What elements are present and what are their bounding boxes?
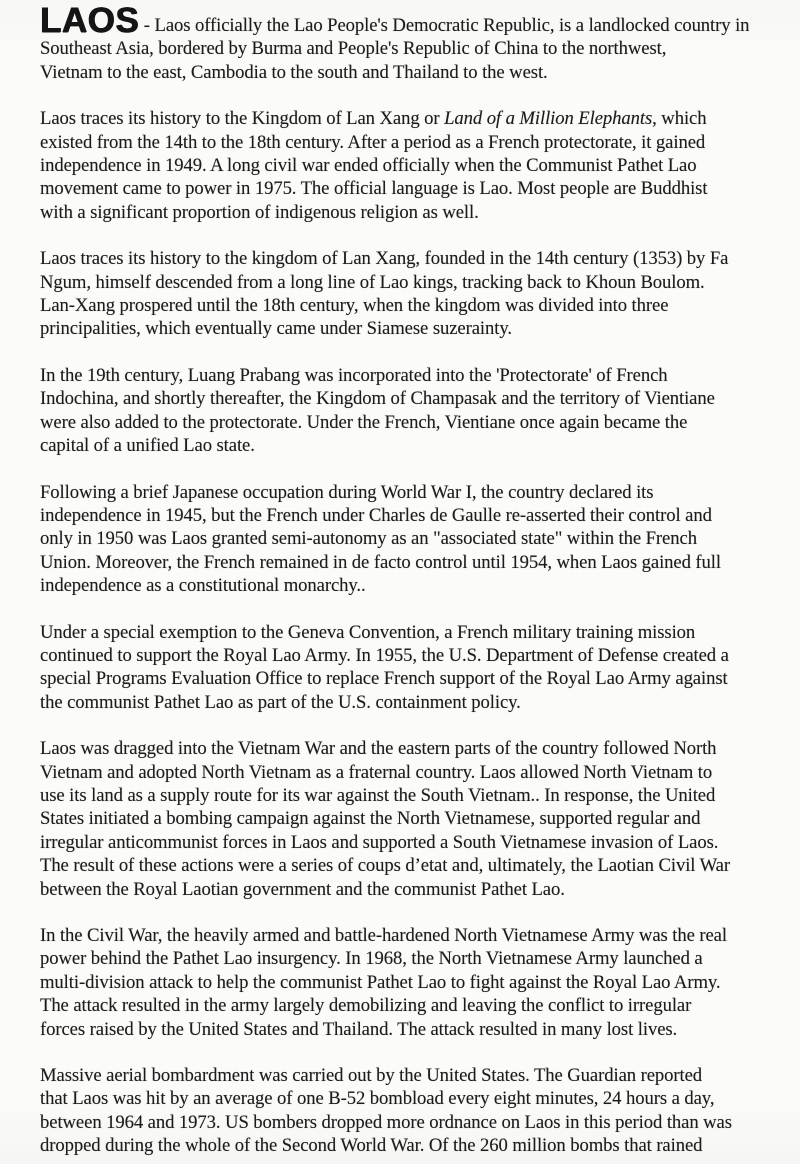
italic-phrase: Land of a Million Elephants — [444, 108, 653, 130]
text-line: continued to support the Royal Lao Army. In 1955, the U.S. Department of Defense created a — [40, 644, 729, 666]
text-line: that Laos was hit by an average of one B-52 bombload every eight minutes, 24 hours a day, — [40, 1088, 715, 1110]
text-line: between 1964 and 1973. US bombers dropped more ordnance on Laos in this period than was — [40, 1111, 732, 1133]
text-line: irregular anticommunist forces in Laos and supported a South Vietnamese invasion of Laos. — [40, 831, 719, 853]
paragraph-vietnam-war — [40, 737, 770, 901]
text-line: Indochina, and shortly thereafter, the Kingdom of Champasak and the territory of Vientiane — [40, 388, 715, 410]
text-line: capital of a unified Lao state. — [40, 435, 255, 457]
text-line: special Programs Evaluation Office to replace French support of the Royal Lao Army against — [40, 668, 728, 690]
paragraph-geneva-convention — [40, 621, 770, 715]
text-line: only in 1950 was Laos granted semi-autonomy as an "associated state" within the French — [40, 528, 697, 550]
text-line: principalities, which eventually came under Siamese suzerainty. — [40, 318, 512, 340]
text-line: In the 19th century, Luang Prabang was incorporated into the 'Protectorate' of French — [40, 364, 668, 386]
page-title: LAOS — [40, 1, 140, 40]
text-line: use its land as a supply route for its war against the South Vietnam.. In response, the United — [40, 784, 716, 806]
text-line: In the Civil War, the heavily armed and battle-hardened North Vietnamese Army was the real — [40, 925, 727, 946]
text-line: with a significant proportion of indigenous religion as well. — [40, 201, 479, 223]
text-line: Laos was dragged into the Vietnam War and the eastern parts of the country followed North — [40, 738, 717, 760]
text-line: dropped during the whole of the Second World War. Of the 260 million bombs that rained — [40, 1135, 703, 1157]
text-line: Lan-Xang prospered until the 18th century, when the kingdom was divided into three — [40, 295, 669, 317]
paragraph-french-protectorate — [40, 364, 770, 458]
text-segment: - Laos officially the Lao People's Democratic Republic, is a landlocked country in — [139, 15, 750, 36]
paragraph-lan-xang-history — [40, 107, 770, 224]
text-line: movement came to power in 1975. The official language is Lao. Most people are Buddhist — [40, 178, 708, 200]
text-segment: , which — [652, 108, 707, 130]
text-line: States initiated a bombing campaign against the North Vietnamese, supported regular and — [40, 808, 701, 830]
text-line — [40, 1, 770, 40]
paragraph-bombardment — [40, 1064, 770, 1158]
text-line: Union. Moreover, the French remained in de facto control until 1954, when Laos gained full — [40, 551, 721, 573]
paragraph-civil-war — [40, 924, 770, 1041]
text-segment: Laos traces its history to the Kingdom of Lan Xang or — [40, 108, 445, 130]
text-line: independence in 1945, but the French under Charles de Gaulle re-asserted their control and — [40, 504, 712, 526]
text-line: independence as a constitutional monarchy.. — [40, 575, 366, 597]
text-line: were also added to the protectorate. Under the French, Vientiane once again became the — [40, 411, 688, 433]
text-line: Laos traces its history to the kingdom of Lan Xang, founded in the 14th century (1353) by Fa — [40, 248, 729, 270]
text-line: Under a special exemption to the Geneva Convention, a French military training mission — [40, 621, 696, 643]
text-line: between the Royal Laotian government and the communist Pathet Lao. — [40, 878, 565, 900]
paragraph-independence — [40, 481, 770, 598]
text-line: existed from the 14th to the 18th century. After a period as a French protectorate, it gained — [40, 131, 706, 153]
text-line: Southeast Asia, bordered by Burma and People's Republic of China to the northwest, — [40, 38, 667, 60]
text-line: The attack resulted in the army largely demobilizing and leaving the conflict to irregular — [40, 995, 692, 1017]
text-line — [40, 107, 770, 130]
text-line: Vietnam to the east, Cambodia to the south and Thailand to the west. — [40, 61, 548, 83]
text-line: forces raised by the United States and Thailand. The attack resulted in many lost lives. — [40, 1018, 678, 1040]
paragraph-intro — [40, 1, 770, 84]
text-line: the communist Pathet Lao as part of the U.S. containment policy. — [40, 691, 521, 713]
paragraph-fa-ngum — [40, 247, 770, 341]
text-line: The result of these actions were a series of coups d’etat and, ultimately, the Laotian Civil War — [40, 855, 730, 877]
text-line: Massive aerial bombardment was carried out by the United States. The Guardian reported — [40, 1065, 703, 1087]
text-line: Following a brief Japanese occupation during World War I, the country declared its — [40, 481, 654, 503]
text-line: Vietnam and adopted North Vietnam as a fraternal country. Laos allowed North Vietnam to — [40, 761, 713, 783]
text-line: power behind the Pathet Lao insurgency. In 1968, the North Vietnamese Army launched a — [40, 948, 703, 970]
text-line: independence in 1949. A long civil war ended officially when the Communist Pathet Lao — [40, 155, 697, 177]
text-line: Ngum, himself descended from a long line of Lao kings, tracking back to Khoun Boulom. — [40, 271, 705, 293]
text-line: multi-division attack to help the communist Pathet Lao to fight against the Royal Lao Army. — [40, 971, 721, 993]
